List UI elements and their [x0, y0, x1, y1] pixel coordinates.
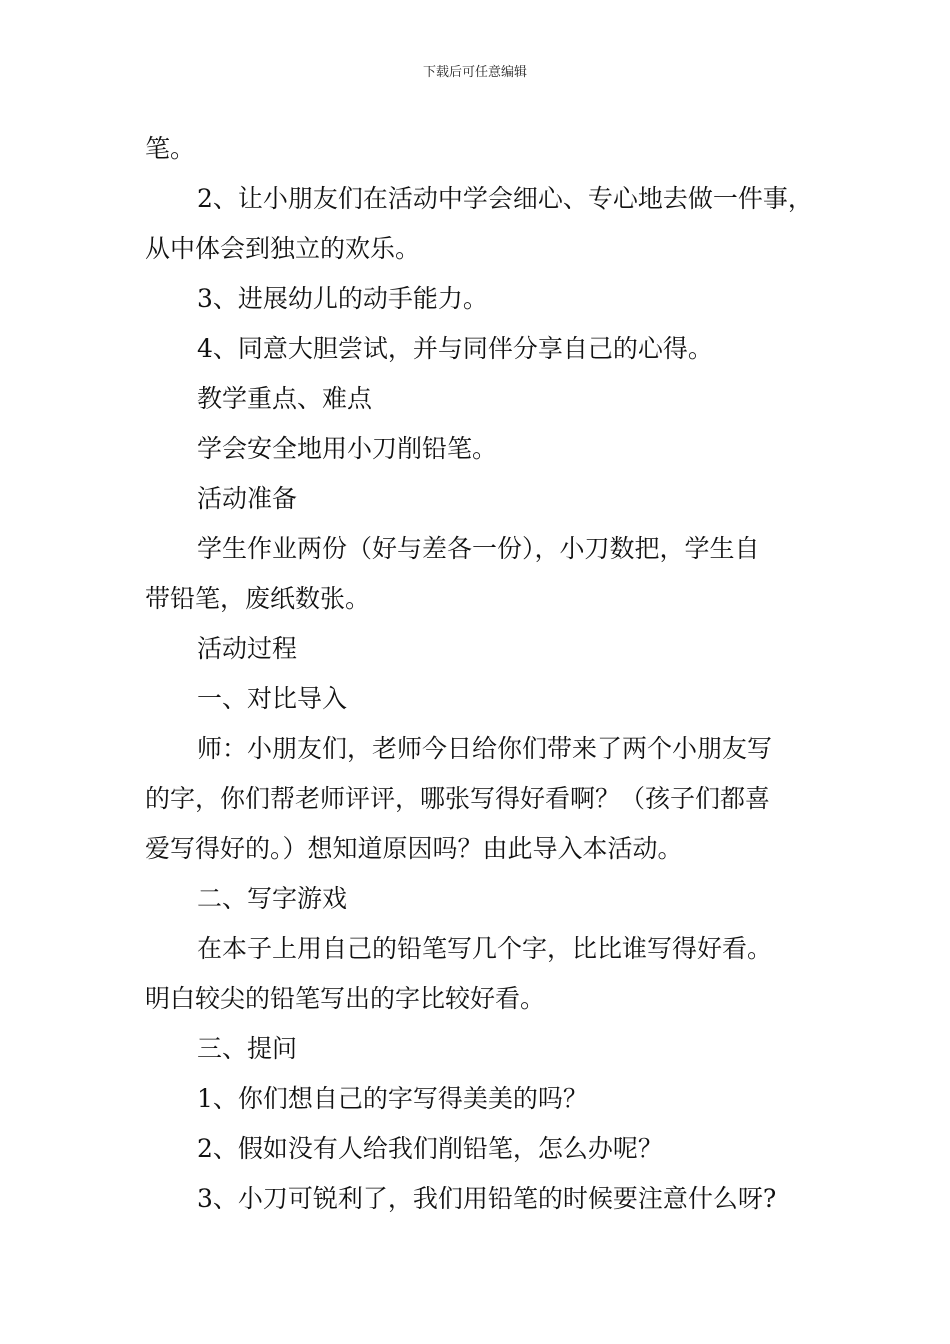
document-body [145, 124, 815, 1224]
page-header-note: 下载后可任意编辑 [422, 65, 527, 80]
text-line: 师：小朋友们，老师今日给你们带来了两个小朋友写 [197, 734, 773, 763]
text-line: 笔。 [145, 134, 196, 163]
section-heading: 活动准备 [197, 484, 298, 513]
text-line: 学生作业两份（好与差各一份），小刀数把，学生自 [197, 534, 760, 563]
text-line: 明白较尖的铅笔写出的字比较好看。 [145, 984, 546, 1013]
text-line: 在本子上用自己的铅笔写几个字，比比谁写得好看。 [197, 934, 773, 963]
text-line: 2、假如没有人给我们削铅笔，怎么办呢？ [197, 1134, 663, 1163]
text-line: 爱写得好的。）想知道原因吗？由此导入本活动。 [145, 834, 683, 863]
subsection-heading: 二、写字游戏 [197, 884, 348, 913]
text-line: 从中体会到独立的欢乐。 [145, 234, 421, 263]
text-line: 3、进展幼儿的动手能力。 [197, 284, 488, 313]
text-line: 2、让小朋友们在活动中学会细心、专心地去做一件事， [197, 184, 813, 213]
subsection-heading: 一、对比导入 [197, 684, 348, 713]
text-line: 3、小刀可锐利了，我们用铅笔的时候要注意什么呀? [197, 1184, 777, 1213]
text-line: 带铅笔，废纸数张。 [145, 584, 371, 613]
text-line: 的字，你们帮老师评评，哪张写得好看啊？（孩子们都喜 [145, 784, 771, 813]
text-line: 学会安全地用小刀削铅笔。 [197, 434, 498, 463]
subsection-heading: 三、提问 [197, 1034, 298, 1063]
text-line: 1、你们想自己的字写得美美的吗？ [197, 1084, 588, 1113]
text-line: 4、同意大胆尝试，并与同伴分享自己的心得。 [197, 334, 713, 363]
section-heading: 教学重点、难点 [197, 384, 373, 413]
section-heading: 活动过程 [197, 634, 298, 663]
